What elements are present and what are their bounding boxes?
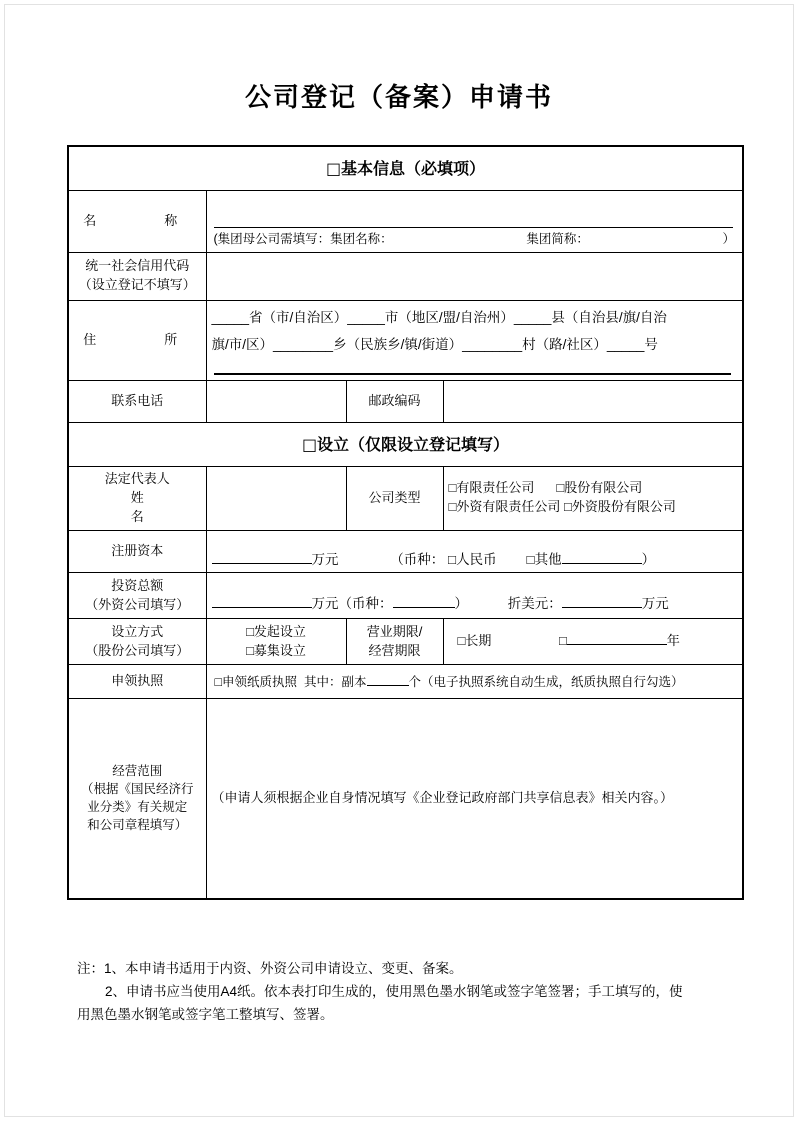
term-years-blank[interactable] xyxy=(567,644,667,645)
label-legal-representative xyxy=(68,466,255,530)
total-investment-line xyxy=(212,594,738,614)
label-legal-rep-line2: 姓 名 xyxy=(130,489,255,524)
table-row xyxy=(68,422,743,466)
license-copies-blank[interactable] xyxy=(367,685,409,686)
footer-note-2: 2、申请书应当使用A4纸。依本表打印生成的，使用黑色墨水钢笔或签字笔签署；手工填写的，使 xyxy=(105,984,683,1000)
usd-equivalent-unit: 万元 xyxy=(641,595,669,611)
field-phone[interactable] xyxy=(206,380,346,422)
usd-equivalent-blank[interactable] xyxy=(562,607,642,608)
label-total-investment-line1: 投资总额 xyxy=(111,577,164,593)
group-name-prefix: (集团母公司需填写：集团名称： xyxy=(213,231,393,246)
label-business-scope xyxy=(68,699,206,899)
field-setup-method-options[interactable] xyxy=(206,619,346,665)
label-address: 住 所 xyxy=(68,300,206,380)
label-total-investment-line2: （外资公司填写） xyxy=(85,596,190,612)
total-investment-amount-blank[interactable] xyxy=(212,607,312,608)
field-business-term-options[interactable] xyxy=(443,619,743,665)
checkbox-term-permanent[interactable]: □长期 xyxy=(457,633,492,649)
checkbox-joint-stock[interactable]: □股份有限公司 xyxy=(556,480,643,496)
checkbox-currency-rmb[interactable]: □人民币 xyxy=(448,551,497,567)
label-registered-capital: 注册资本 xyxy=(68,530,206,573)
registration-form-table xyxy=(67,145,744,900)
label-credit-code xyxy=(68,252,206,300)
company-name-writeline[interactable] xyxy=(214,198,734,228)
business-scope-footer-note: （申请人须根据企业自身情况填写《企业登记政府部门共享信息表》相关内容。） xyxy=(211,789,674,805)
address-line-1: _____省（市/自治区）_____市（地区/盟/自治州）_____县（自治县/旗/自治 xyxy=(211,309,667,325)
table-row xyxy=(68,665,743,699)
label-credit-code-line2: （设立登记不填写） xyxy=(78,277,196,293)
address-writeline[interactable] xyxy=(214,373,732,375)
label-phone: 联系电话 xyxy=(68,380,206,422)
checkbox-currency-other[interactable]: □其他 xyxy=(526,551,562,567)
table-row xyxy=(68,300,743,380)
checkbox-foreign-limited-liability[interactable]: □外资有限责任公司 xyxy=(448,499,561,515)
footer-note-1: 注：1、本申请书适用于内资、外资公司申请设立、变更、备案。 xyxy=(77,961,463,976)
label-company-name: 名 称 xyxy=(68,190,206,252)
field-total-investment[interactable] xyxy=(206,573,743,619)
label-apply-license: 申领执照 xyxy=(68,665,206,699)
label-credit-code-line1: 统一社会信用代码 xyxy=(85,258,190,274)
group-abbr-label: 集团简称： xyxy=(526,231,589,246)
field-company-name[interactable] xyxy=(206,190,743,252)
total-investment-unit: 万元（币种： xyxy=(311,595,393,611)
field-credit-code[interactable] xyxy=(206,252,743,300)
label-business-scope-line2: （根据《国民经济行 xyxy=(80,782,194,797)
currency-suffix: ） xyxy=(641,551,656,567)
checkbox-fundraising-setup[interactable]: □募集设立 xyxy=(246,642,306,658)
label-business-term-line2: 经营期限 xyxy=(368,642,421,658)
group-name-note xyxy=(212,228,738,249)
total-investment-currency-blank[interactable] xyxy=(393,607,455,608)
checkbox-paper-license[interactable]: □申领纸质执照 xyxy=(214,674,298,689)
company-type-options-row-1 xyxy=(449,479,738,498)
label-business-scope-line3: 业分类》有关规定 xyxy=(87,800,188,815)
currency-prefix: （币种： xyxy=(390,551,445,567)
table-row xyxy=(68,252,743,300)
field-registered-capital[interactable] xyxy=(206,530,743,573)
company-type-options-row-2 xyxy=(449,498,738,517)
checkbox-promotion-setup[interactable]: □发起设立 xyxy=(246,623,306,639)
field-business-scope[interactable] xyxy=(206,699,743,899)
table-row xyxy=(68,699,743,899)
page-title: 公司登记（备案）申请书 xyxy=(244,83,553,113)
table-row xyxy=(68,530,743,573)
registered-capital-unit: 万元 xyxy=(311,551,339,567)
usd-equivalent-label: 折美元： xyxy=(507,595,562,611)
label-setup-method-line2: （股份公司填写） xyxy=(85,642,190,658)
checkbox-term-years[interactable]: □ xyxy=(558,633,567,649)
license-note: 个（电子执照系统自动生成，纸质执照自行勾选） xyxy=(408,674,684,689)
document-page xyxy=(4,4,794,1117)
checkbox-limited-liability[interactable]: □有限责任公司 xyxy=(448,480,535,496)
label-business-scope-line1: 经营范围 xyxy=(112,764,163,779)
checkbox-foreign-joint-stock[interactable]: □外资股份有限公司 xyxy=(563,499,676,515)
section-heading-basic: □基本信息（必填项） xyxy=(68,146,743,190)
label-legal-rep-line1: 法定代表人 xyxy=(104,470,170,486)
label-total-investment xyxy=(68,573,206,619)
field-postcode[interactable] xyxy=(443,380,743,422)
footer-notes xyxy=(77,957,757,1027)
address-line-2: 旗/市/区）________乡（民族乡/镇/街道）________村（路/社区）_____号 xyxy=(211,337,658,353)
label-business-term-line1: 营业期限/ xyxy=(366,623,423,639)
table-row xyxy=(68,380,743,422)
table-row xyxy=(68,619,743,665)
label-setup-method xyxy=(68,619,206,665)
field-company-type-options[interactable] xyxy=(443,466,743,530)
table-row xyxy=(68,190,743,252)
table-row xyxy=(68,466,743,530)
currency-other-blank[interactable] xyxy=(562,563,642,564)
field-address[interactable] xyxy=(206,300,743,380)
section-heading-establishment: □设立（仅限设立登记填写） xyxy=(68,422,743,466)
license-copies-label: 其中：副本 xyxy=(304,674,367,689)
field-apply-license[interactable] xyxy=(206,665,743,699)
term-years-unit: 年 xyxy=(666,633,680,649)
footer-note-3: 用黑色墨水钢笔或签字笔工整填写、签署。 xyxy=(77,1007,334,1023)
table-row xyxy=(68,146,743,190)
registered-capital-line xyxy=(212,550,738,570)
registered-capital-amount-blank[interactable] xyxy=(212,563,312,564)
group-name-suffix: ） xyxy=(722,231,735,246)
label-business-term xyxy=(346,619,443,665)
label-company-type: 公司类型 xyxy=(346,466,443,530)
label-setup-method-line1: 设立方式 xyxy=(111,623,164,639)
label-postcode: 邮政编码 xyxy=(346,380,443,422)
table-row xyxy=(68,573,743,619)
total-investment-unit-close: ） xyxy=(454,595,468,611)
label-business-scope-line4: 和公司章程填写） xyxy=(87,818,188,833)
